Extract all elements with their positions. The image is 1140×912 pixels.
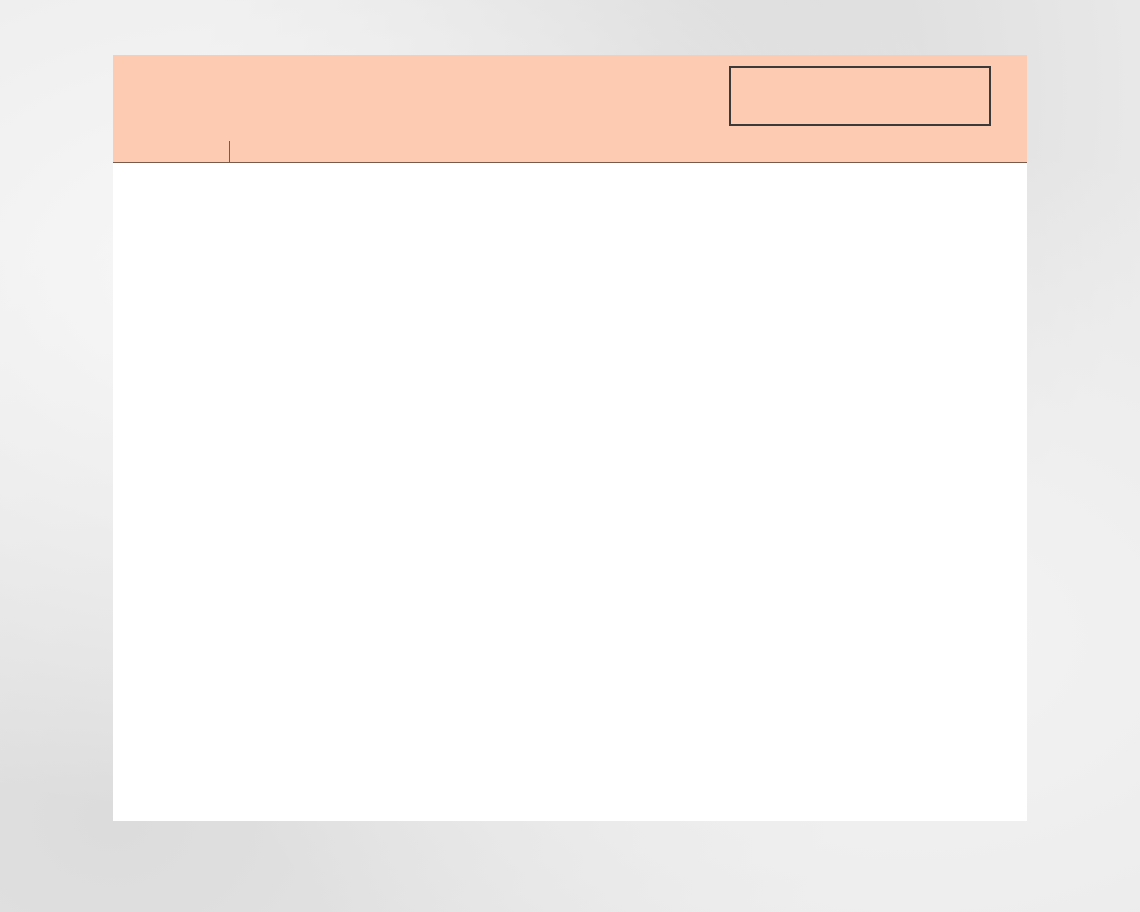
- sheet-header: [113, 55, 1027, 142]
- budget-total-row: [113, 141, 1027, 163]
- budget-sheet: [113, 55, 1027, 821]
- budget-label: [113, 141, 230, 162]
- destination-box[interactable]: [729, 66, 991, 126]
